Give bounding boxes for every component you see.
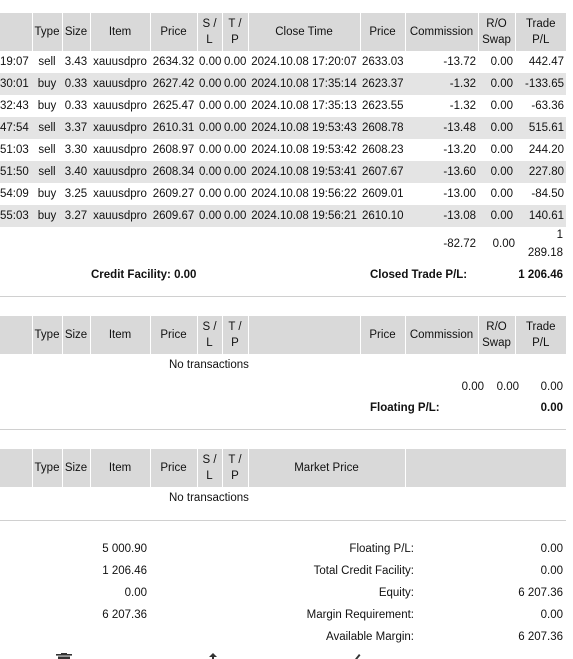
cell-trade-pl: -133.65: [515, 73, 566, 95]
cell-commission: -13.00: [443, 188, 476, 200]
cell-type: buy: [37, 188, 57, 200]
closed-total-swap: 0.00: [492, 238, 515, 250]
cell-open-time: 19:07: [0, 56, 29, 68]
col-header-type: Type: [32, 449, 62, 487]
floating-pl-label: Floating P/L:: [370, 402, 440, 414]
cell-sl: 0.00: [197, 117, 222, 139]
col-header-tp: T / P: [222, 13, 248, 51]
cell-commission: -13.60: [405, 161, 478, 183]
cell-sl: 0.00: [199, 188, 222, 200]
cell-size: 3.30: [64, 144, 88, 156]
cell-close-time: 2024.10.08 19:53:43: [248, 117, 360, 139]
cell-price: 2610.31: [150, 117, 197, 139]
cell-trade-pl: -63.36: [531, 100, 564, 112]
col-header-item: Item: [90, 449, 150, 487]
table-row[interactable]: [0, 73, 566, 95]
cell-type: buy: [37, 100, 57, 112]
cell-item: xauusdpro: [93, 56, 147, 68]
col-header-blank: [248, 316, 360, 354]
col-header-tp: T / P: [222, 449, 248, 487]
cell-type: buy: [32, 73, 62, 95]
col-header-blank: [405, 449, 566, 487]
cell-tp: 0.00: [224, 56, 247, 68]
cell-type: sell: [38, 144, 56, 156]
cell-item: xauusdpro: [90, 73, 150, 95]
open-total-swap: 0.00: [496, 381, 519, 393]
cell-tp: 0.00: [222, 161, 248, 183]
cell-tp: 0.00: [222, 117, 248, 139]
cell-commission: -1.32: [449, 100, 476, 112]
cell-type: sell: [32, 117, 62, 139]
section-divider: [0, 429, 566, 430]
cell-close-price: 2607.67: [360, 161, 405, 183]
cell-close-time: 2024.10.08 19:53:41: [248, 161, 360, 183]
closed-header-row: [0, 13, 566, 51]
cell-tp: 0.00: [224, 144, 247, 156]
summary-available-margin-label: Available Margin:: [325, 631, 414, 643]
cell-close-price: 2610.10: [360, 205, 405, 227]
cell-trade-pl: 244.20: [528, 144, 564, 156]
summary-credit-value: 0.00: [540, 565, 563, 577]
cell-size: 0.33: [64, 100, 88, 112]
cell-item: xauusdpro: [93, 100, 147, 112]
cell-sl: 0.00: [197, 73, 222, 95]
cell-price: 2627.42: [150, 73, 197, 95]
working-empty-message: No transactions: [169, 492, 249, 504]
cell-price: 2609.27: [152, 188, 195, 200]
cell-trade-pl: 515.61: [515, 117, 566, 139]
open-total-commission: 0.00: [461, 381, 484, 393]
cell-open-time: 55:03: [0, 205, 32, 227]
cell-close-time: 2024.10.08 19:56:22: [251, 188, 357, 200]
cell-item: xauusdpro: [93, 144, 147, 156]
summary-total: 6 207.36: [102, 609, 147, 621]
working-orders-table: [0, 449, 566, 487]
cell-close-price: 2623.37: [360, 73, 405, 95]
summary-closed-pl: 1 206.46: [102, 565, 147, 577]
col-header-trade-pl: Trade P/L: [515, 13, 566, 51]
table-row[interactable]: [0, 95, 566, 117]
cell-swap: 0.00: [478, 117, 515, 139]
col-header-commission: Commission: [405, 316, 478, 354]
back-icon[interactable]: [349, 653, 367, 659]
cell-trade-pl: 140.61: [515, 205, 566, 227]
cell-open-time: 47:54: [0, 117, 32, 139]
cell-tp: 0.00: [224, 188, 247, 200]
cell-close-price: 2623.55: [362, 100, 404, 112]
cell-size: 3.40: [62, 161, 90, 183]
col-header-close-price: Price: [360, 13, 405, 51]
cell-swap: 0.00: [490, 144, 513, 156]
col-header-sl: S / L: [197, 449, 222, 487]
summary-floating-pl-value: 0.00: [540, 543, 563, 555]
closed-total-pl-line1: 1: [556, 229, 563, 241]
cell-sl: 0.00: [197, 205, 222, 227]
cell-close-time: 2024.10.08 19:56:21: [248, 205, 360, 227]
col-header-market-price: Price: [360, 316, 405, 354]
col-header-time: [0, 13, 32, 51]
cell-trade-pl: 227.80: [515, 161, 566, 183]
working-header-row: [0, 449, 566, 487]
col-header-size: Size: [62, 449, 90, 487]
col-header-tp: T / P: [222, 316, 248, 354]
col-header-time: [0, 316, 32, 354]
cell-tp: 0.00: [222, 205, 248, 227]
col-header-swap: R/O Swap: [478, 316, 515, 354]
col-header-trade-pl: Trade P/L: [515, 316, 566, 354]
cell-close-time: 2024.10.08 17:35:13: [251, 100, 357, 112]
col-header-item: Item: [90, 13, 150, 51]
cell-price: 2608.97: [152, 144, 195, 156]
cell-price: 2625.47: [152, 100, 195, 112]
cell-size: 3.27: [62, 205, 90, 227]
cell-size: 0.33: [62, 73, 90, 95]
summary-equity-label: Equity:: [378, 587, 414, 599]
col-header-type: Type: [32, 13, 62, 51]
col-header-size: Size: [62, 316, 90, 354]
cell-swap: 0.00: [478, 161, 515, 183]
cell-swap: 0.00: [490, 188, 513, 200]
open-empty-message: No transactions: [169, 359, 249, 371]
cell-size: 3.43: [64, 56, 88, 68]
cell-close-time: 2024.10.08 19:53:42: [251, 144, 357, 156]
closed-trade-pl-value: 1 206.46: [518, 269, 563, 281]
cell-sl: 0.00: [199, 100, 222, 112]
cell-trade-pl: -84.50: [531, 188, 564, 200]
col-header-swap: R/O Swap: [478, 13, 515, 51]
cell-type: sell: [32, 161, 62, 183]
cell-item: xauusdpro: [90, 161, 150, 183]
cell-commission: -13.20: [443, 144, 476, 156]
cell-tp: 0.00: [224, 100, 247, 112]
cell-sl: 0.00: [199, 56, 222, 68]
cell-size: 3.25: [64, 188, 88, 200]
summary-floating-pl-label: Floating P/L:: [349, 543, 414, 555]
cell-swap: 0.00: [490, 100, 513, 112]
closed-total-commission: -82.72: [443, 238, 476, 250]
col-header-close-time: Close Time: [248, 13, 360, 51]
closed-total-pl-line2: 289.18: [527, 247, 563, 259]
cell-open-time: 51:03: [0, 144, 29, 156]
table-row[interactable]: [0, 139, 566, 161]
open-total-pl: 0.00: [540, 381, 563, 393]
col-header-price: Price: [150, 449, 197, 487]
table-row[interactable]: [0, 205, 566, 227]
summary-balance: 5 000.90: [102, 543, 147, 555]
cell-open-time: 32:43: [0, 100, 29, 112]
open-positions-table: [0, 316, 566, 354]
cell-commission: -1.32: [405, 73, 478, 95]
summary-floating: 0.00: [124, 587, 147, 599]
share-icon[interactable]: [204, 653, 222, 659]
floating-pl-value: 0.00: [540, 402, 563, 414]
table-row[interactable]: [0, 183, 566, 205]
col-header-sl: S / L: [197, 316, 222, 354]
cell-swap: 0.00: [478, 73, 515, 95]
section-divider: [0, 520, 566, 521]
summary-credit-label: Total Credit Facility:: [313, 565, 414, 577]
col-header-time: [0, 449, 32, 487]
col-header-type: Type: [32, 316, 62, 354]
delete-icon[interactable]: [55, 653, 73, 659]
cell-item: xauusdpro: [90, 117, 150, 139]
cell-sl: 0.00: [197, 161, 222, 183]
section-divider: [0, 296, 566, 297]
cell-commission: -13.48: [405, 117, 478, 139]
cell-open-time: 30:01: [0, 73, 32, 95]
cell-close-time: 2024.10.08 17:20:07: [251, 56, 357, 68]
col-header-commission: Commission: [405, 13, 478, 51]
credit-facility-label: Credit Facility: 0.00: [91, 269, 197, 281]
col-header-price: Price: [150, 13, 197, 51]
table-row[interactable]: [0, 117, 566, 139]
summary-margin-req-value: 0.00: [540, 609, 563, 621]
summary-margin-req-label: Margin Requirement:: [306, 609, 414, 621]
cell-type: buy: [32, 205, 62, 227]
summary-equity-value: 6 207.36: [518, 587, 563, 599]
closed-trade-pl-label: Closed Trade P/L:: [370, 269, 468, 281]
cell-close-price: 2608.78: [360, 117, 405, 139]
col-header-sl: S / L: [197, 13, 222, 51]
col-header-size: Size: [62, 13, 90, 51]
cell-price: 2608.34: [150, 161, 197, 183]
open-header-row: [0, 316, 566, 354]
closed-trades-table: [0, 13, 566, 227]
cell-type: sell: [38, 56, 56, 68]
summary-available-margin-value: 6 207.36: [518, 631, 563, 643]
cell-open-time: 51:50: [0, 161, 32, 183]
cell-price: 2609.67: [150, 205, 197, 227]
cell-close-price: 2608.23: [362, 144, 404, 156]
cell-item: xauusdpro: [93, 188, 147, 200]
cell-item: xauusdpro: [90, 205, 150, 227]
cell-swap: 0.00: [490, 56, 513, 68]
col-header-market-price: Market Price: [248, 449, 405, 487]
col-header-item: Item: [90, 316, 150, 354]
cell-swap: 0.00: [478, 205, 515, 227]
cell-close-time: 2024.10.08 17:35:14: [248, 73, 360, 95]
table-row[interactable]: [0, 51, 566, 73]
cell-commission: -13.08: [405, 205, 478, 227]
col-header-price: Price: [150, 316, 197, 354]
table-row[interactable]: [0, 161, 566, 183]
cell-trade-pl: 442.47: [528, 56, 564, 68]
cell-price: 2634.32: [152, 56, 195, 68]
cell-tp: 0.00: [222, 73, 248, 95]
cell-open-time: 54:09: [0, 188, 29, 200]
cell-close-price: 2609.01: [362, 188, 404, 200]
cell-close-price: 2633.03: [362, 56, 404, 68]
cell-sl: 0.00: [199, 144, 222, 156]
cell-size: 3.37: [62, 117, 90, 139]
cell-commission: -13.72: [443, 56, 476, 68]
